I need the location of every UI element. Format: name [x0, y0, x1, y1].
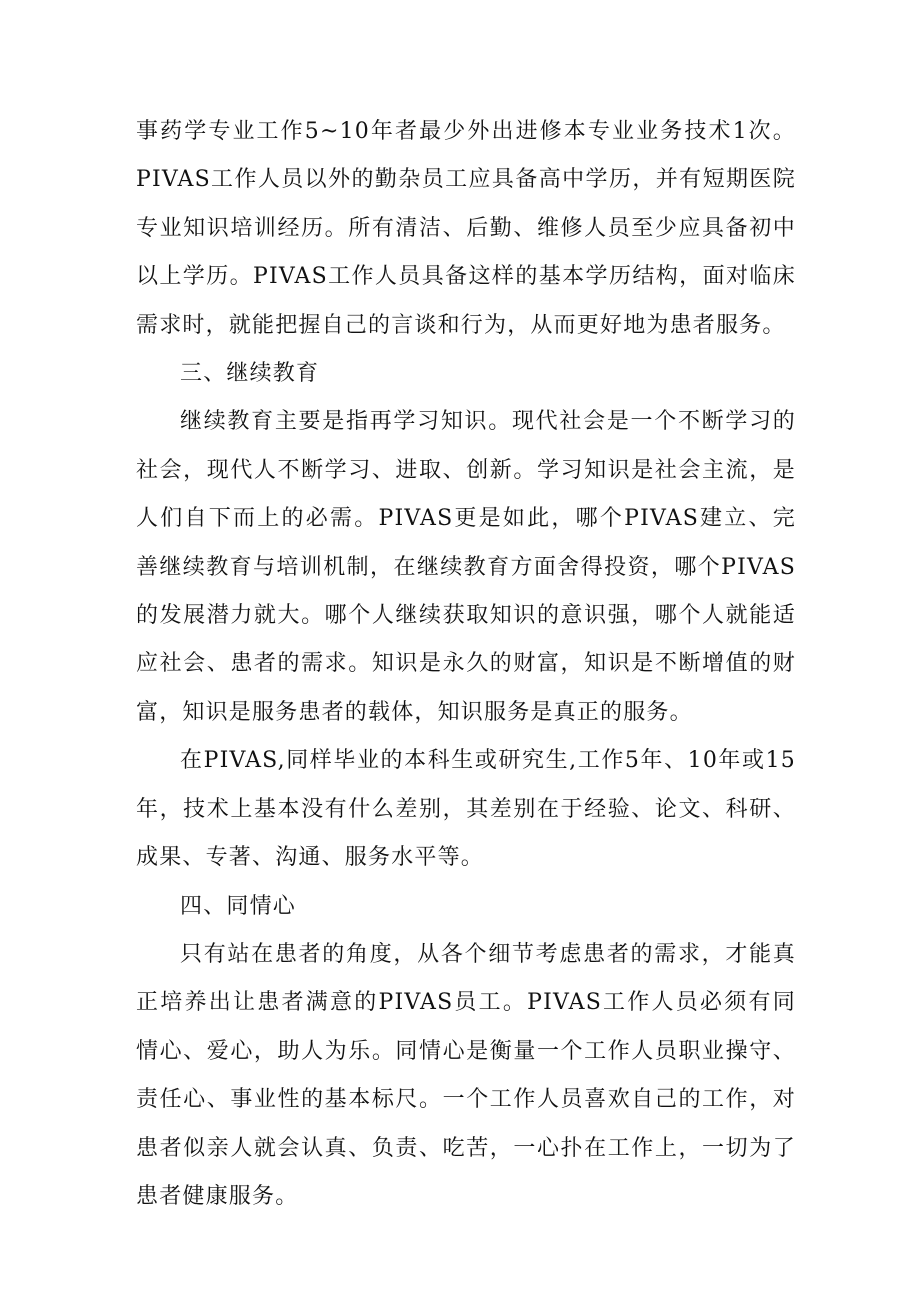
- paragraph-continuing-education: 继续教育主要是指再学习知识。现代社会是一个不断学习的社会，现代人不断学习、进取、创新。学习知识是社会主流，是人们自下而上的必需。PIVAS更是如此，哪个PIVAS建立、完善继续教育与培训机制，在继续教育方面舍得投资，哪个PIVAS的发展潜力就大。哪个人继续获取知识的意识强，哪个人就能适应社会、患者的需求。知识是永久的财富，知识是不断增值的财富，知识是服务患者的载体，知识服务是真正的服务。: [136, 409, 796, 725]
- section-heading-continuing-education: 三、继续教育: [180, 361, 320, 387]
- section-heading-compassion: 四、同情心: [180, 893, 297, 919]
- paragraph-experience-differences: 在PIVAS,同样毕业的本科生或研究生,工作5年、10年或15年，技术上基本没有什么差别，其差别在于经验、论文、科研、成果、专著、沟通、服务水平等。: [136, 748, 796, 871]
- paragraph-compassion: 只有站在患者的角度，从各个细节考虑患者的需求，才能真正培养出让患者满意的PIVAS员工。PIVAS工作人员必须有同情心、爱心，助人为乐。同情心是衡量一个工作人员职业操守、责任心、事业性的基本标尺。一个工作人员喜欢自己的工作，对患者似亲人就会认真、负责、吃苦，一心扑在工作上，一切为了患者健康服务。: [136, 941, 796, 1209]
- document-body: [136, 108, 796, 1221]
- paragraph-education-requirements: 事药学专业工作5~10年者最少外出进修本专业业务技术1次。PIVAS工作人员以外的勤杂员工应具备高中学历，并有短期医院专业知识培训经历。所有清洁、后勤、维修人员至少应具备初中以上学历。PIVAS工作人员具备这样的基本学历结构，面对临床需求时，就能把握自己的言谈和行为，从而更好地为患者服务。: [136, 119, 796, 338]
